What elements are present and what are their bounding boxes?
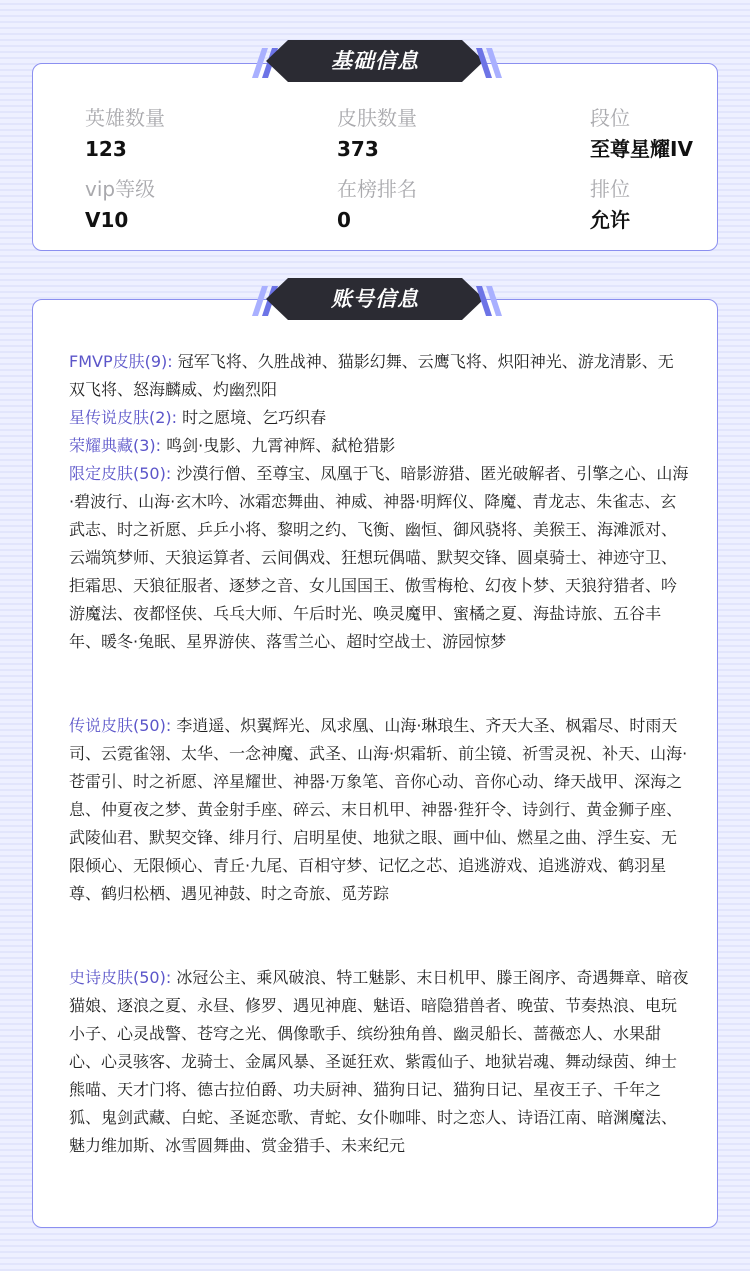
stat-ranked-allowed [590,176,630,233]
skin-category-label: 荣耀典藏(3): [69,436,162,455]
skin-line-fmvp [69,348,689,404]
stat-skin-count [337,105,417,162]
account-info-header [248,276,502,322]
stat-rank-tier [590,105,693,162]
skin-block-premium [69,348,689,656]
skin-line-epic [69,964,689,1160]
stat-value: 373 [337,137,379,161]
section-title: 账号信息 [331,287,419,311]
stat-label: 皮肤数量 [337,106,417,130]
stat-label: vip等级 [85,177,156,201]
stat-value: 123 [85,137,127,161]
stat-value: V10 [85,208,129,232]
stat-hero-count [85,105,165,162]
skin-category-label: 星传说皮肤(2): [69,408,178,427]
account-info-card [32,299,718,1228]
stat-label: 英雄数量 [85,106,165,130]
skin-line-star-legend [69,404,689,432]
skin-category-label: 传说皮肤(50): [69,716,172,735]
stat-label: 排位 [590,177,630,201]
basic-info-header [248,38,502,84]
skin-block-epic [69,964,689,1160]
skin-list: 沙漠行僧、至尊宝、凤凰于飞、暗影游猎、匿光破解者、引擎之心、山海·碧波行、山海·玄木吟、冰霜恋舞曲、神威、神器·明辉仪、降魔、青龙志、朱雀志、玄武志、时之祈愿、乒乒小将、黎明之约、飞衡、幽恒、御风骁将、美猴王、海滩派对、云端筑梦师、天狼运算者、云间偶戏、狂想玩偶喵、默契交锋、圆桌骑士、神迹守卫、拒霜思、天狼征服者、逐梦之音、女儿国国王、傲雪梅枪、幻夜卜梦、天狼狩猎者、吟游魔法、夜都怪侠、乓乓大师、午后时光、唤灵魔甲、蜜橘之夏、海盐诗旅、五谷丰年、暖冬·兔眠、星界游侠、落雪兰心、超时空战士、游园惊梦 [69,464,689,651]
stat-value: 0 [337,208,351,232]
stat-vip-level [85,176,155,233]
skin-block-legend [69,712,689,908]
skin-list: 鸣剑·曳影、九霄神辉、弑枪猎影 [166,436,396,455]
skin-category-label: 限定皮肤(50): [69,464,172,483]
skin-category-label: 史诗皮肤(50): [69,968,172,987]
stat-label: 在榜排名 [337,177,417,201]
skin-line-glory-collection [69,432,689,460]
basic-info-card [32,63,718,251]
stat-value: 至尊星耀IV [590,137,693,161]
stat-value: 允许 [590,208,630,232]
skin-category-label: FMVP皮肤(9): [69,352,173,371]
section-title: 基础信息 [331,49,419,73]
skin-list: 冠军飞将、久胜战神、猫影幻舞、云鹰飞将、炽阳神光、游龙清影、无双飞将、怒海麟威、灼幽烈阳 [69,352,674,399]
skin-list: 冰冠公主、乘风破浪、特工魅影、末日机甲、滕王阁序、奇遇舞章、暗夜猫娘、逐浪之夏、永昼、修罗、遇见神鹿、魅语、暗隐猎兽者、晚萤、节奏热浪、电玩小子、心灵战警、苍穹之光、偶像歌手、缤纷独角兽、幽灵船长、蔷薇恋人、水果甜心、心灵骇客、龙骑士、金属风暴、圣诞狂欢、紫霞仙子、地狱岩魂、舞动绿茵、绅士熊喵、天才门将、德古拉伯爵、功夫厨神、猫狗日记、猫狗日记、星夜王子、千年之狐、鬼剑武藏、白蛇、圣诞恋歌、青蛇、女仆咖啡、时之恋人、诗语江南、暗渊魔法、魅力维加斯、冰雪圆舞曲、赏金猎手、未来纪元 [69,968,689,1155]
skin-list: 李逍遥、炽翼辉光、凤求凰、山海·琳琅生、齐天大圣、枫霜尽、时雨天司、云霓雀翎、太华、一念神魔、武圣、山海·炽霜斩、前尘镜、祈雪灵祝、补天、山海·苍雷引、时之祈愿、淬星耀世、神器·万象笔、音你心动、音你心动、绛天战甲、深海之息、仲夏夜之梦、黄金射手座、碎云、末日机甲、神器·狴犴令、诗剑行、黄金狮子座、武陵仙君、默契交锋、绯月行、启明星使、地狱之眼、画中仙、燃星之曲、浮生妄、无限倾心、无限倾心、青丘·九尾、百相守梦、记忆之芯、追逃游戏、追逃游戏、鹤羽星尊、鹤归松栖、遇见神鼓、时之奇旅、觅芳踪 [69,716,688,903]
skin-line-limited [69,460,689,656]
stat-label: 段位 [590,106,630,130]
skin-list: 时之愿境、乞巧织春 [182,408,327,427]
skin-line-legend [69,712,689,908]
stat-leaderboard-rank [337,176,417,233]
